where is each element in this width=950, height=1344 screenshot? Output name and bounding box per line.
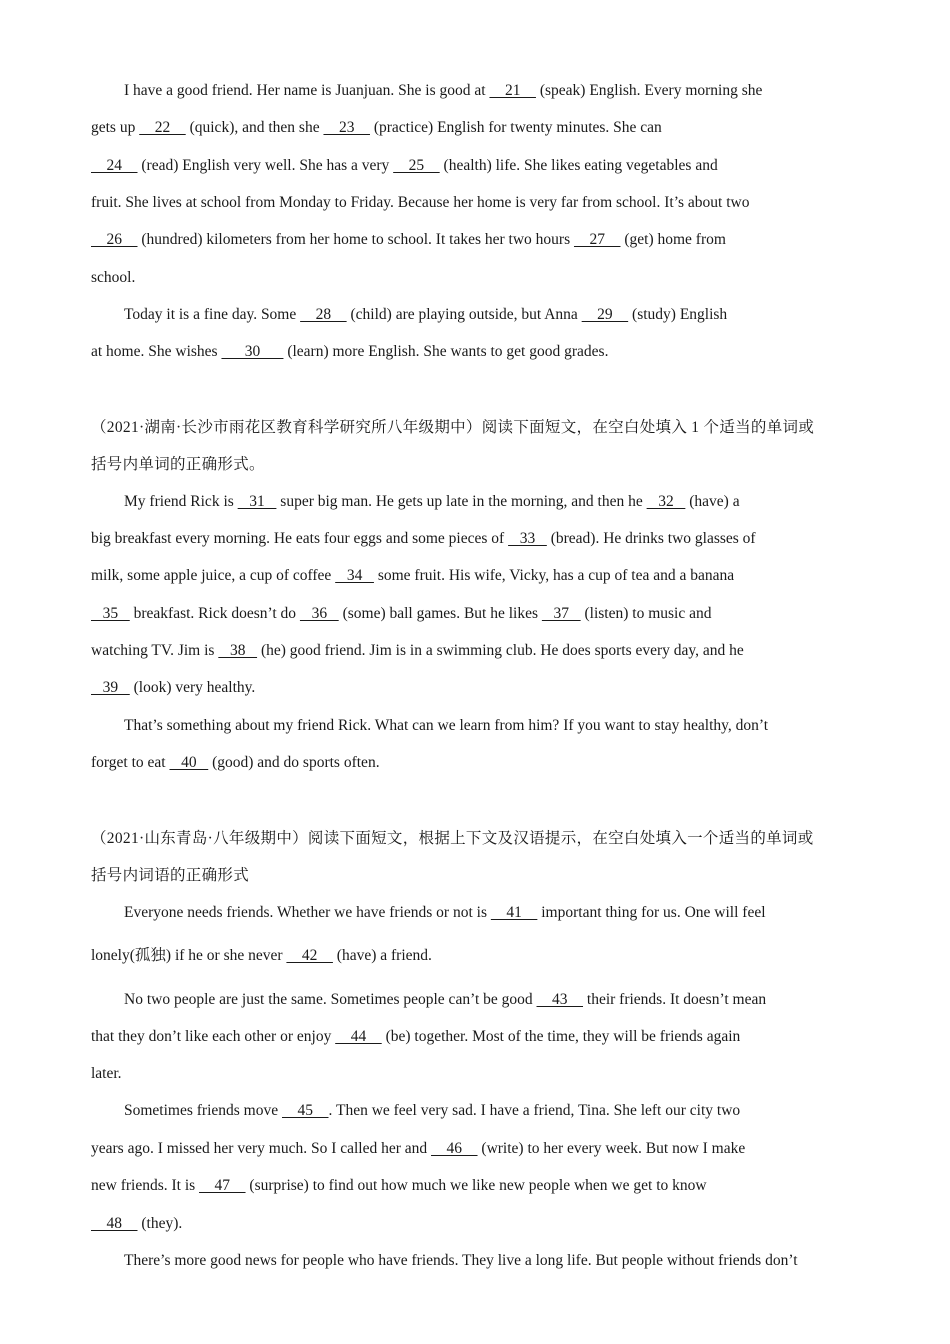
answer-blank-40[interactable]: 40	[169, 754, 209, 771]
passage-text: new friends. It is	[91, 1177, 200, 1194]
passage-text: (he) good friend. Jim is in a swimming club. He does sports every day, and he	[257, 642, 744, 659]
passage-text: (look) very healthy.	[129, 679, 256, 696]
passage-text: (listen) to music and	[580, 605, 712, 622]
passage-line	[124, 990, 766, 1010]
passage-text: There’s more good news for people who have friends. They live a long life. But people without friends don’t	[124, 1252, 798, 1269]
answer-blank-26[interactable]: 26	[91, 231, 138, 248]
passage-text: My friend Rick is	[124, 493, 238, 510]
passage-text: (have) a friend.	[332, 947, 432, 964]
passage-text: (they).	[137, 1215, 183, 1232]
passage-text: (speak) English. Every morning she	[535, 82, 763, 99]
answer-blank-34[interactable]: 34	[335, 567, 374, 584]
answer-blank-32[interactable]: 32	[646, 493, 686, 510]
passage-text: some fruit. His wife, Vicky, has a cup of tea and a banana	[373, 567, 735, 584]
answer-blank-22[interactable]: 22	[139, 119, 186, 136]
passage-text: years ago. I missed her very much. So I called her and	[91, 1140, 432, 1157]
passage-line	[124, 305, 727, 325]
passage-line	[91, 1139, 745, 1159]
passage-line	[124, 1251, 798, 1271]
passage-line	[124, 81, 762, 101]
passage-text: . Then we feel very sad. I have a friend, Tina. She left our city two	[328, 1102, 741, 1119]
passage-line	[91, 1027, 740, 1047]
answer-blank-25[interactable]: 25	[393, 157, 440, 174]
passage-text: (be) together. Most of the time, they will be friends again	[381, 1028, 741, 1045]
passage-text: important thing for us. One will feel	[537, 904, 766, 921]
passage-text: (good) and do sports often.	[208, 754, 380, 771]
passage-line	[91, 1064, 122, 1084]
answer-blank-37[interactable]: 37	[541, 605, 581, 622]
answer-blank-43[interactable]: 43	[536, 991, 584, 1008]
passage-text: fruit. She lives at school from Monday to Friday. Because her home is very far from school. It’s about two	[91, 194, 750, 211]
passage-line	[124, 716, 768, 736]
passage-text: (learn) more English. She wants to get good grades.	[283, 343, 609, 360]
passage-text: milk, some apple juice, a cup of coffee	[91, 567, 336, 584]
answer-blank-23[interactable]: 23	[323, 119, 370, 136]
passage-text: (write) to her every week. But now I make	[477, 1140, 746, 1157]
passage-line	[91, 342, 608, 362]
passage-text: their friends. It doesn’t mean	[583, 991, 767, 1008]
passage-line	[91, 156, 718, 176]
passage-text: (hundred) kilometers from her home to school. It takes her two hours	[137, 231, 574, 248]
passage-text: (have) a	[685, 493, 740, 510]
answer-blank-30[interactable]: 30	[221, 343, 284, 360]
section-heading: 括号内单词的正确形式。	[91, 456, 265, 473]
answer-blank-39[interactable]: 39	[91, 679, 130, 696]
passage-text: Sometimes friends move	[124, 1102, 282, 1119]
passage-text: That’s something about my friend Rick. What can we learn from him? If you want to stay healthy, don’t	[124, 717, 769, 734]
passage-text: (bread). He drinks two glasses of	[546, 530, 756, 547]
passage-line	[91, 118, 662, 138]
passage-line	[91, 641, 744, 661]
answer-blank-36[interactable]: 36	[299, 605, 339, 622]
passage-line	[91, 529, 756, 549]
passage-text: lonely(孤独) if he or she never	[91, 947, 287, 964]
answer-blank-28[interactable]: 28	[300, 306, 347, 323]
answer-blank-42[interactable]: 42	[286, 947, 333, 964]
passage-line	[91, 193, 749, 213]
section-heading: （2021·山东青岛·八年级期中）阅读下面短文，根据上下文及汉语提示，在空白处填入一个适当的单词或	[91, 830, 814, 847]
passage-line	[91, 566, 734, 586]
passage-line	[124, 492, 740, 512]
passage-text: (read) English very well. She has a very	[137, 157, 394, 174]
passage-text: at home. She wishes	[91, 343, 222, 360]
passage-text: that they don’t like each other or enjoy	[91, 1028, 336, 1045]
answer-blank-21[interactable]: 21	[489, 82, 536, 99]
answer-blank-41[interactable]: 41	[490, 904, 538, 921]
passage-text: (practice) English for twenty minutes. She can	[369, 119, 662, 136]
answer-blank-47[interactable]: 47	[199, 1177, 246, 1194]
answer-blank-38[interactable]: 38	[218, 642, 258, 659]
passage-text: forget to eat	[91, 754, 170, 771]
passage-text: Today it is a fine day. Some	[124, 306, 301, 323]
passage-text: super big man. He gets up late in the morning, and then he	[276, 493, 647, 510]
answer-blank-48[interactable]: 48	[91, 1215, 138, 1232]
answer-blank-44[interactable]: 44	[335, 1028, 382, 1045]
passage-text: (quick), and then she	[185, 119, 324, 136]
passage-line	[91, 753, 380, 773]
passage-line	[91, 678, 255, 698]
passage-text: big breakfast every morning. He eats four eggs and some pieces of	[91, 530, 509, 547]
passage-text: (surprise) to find out how much we like new people when we get to know	[245, 1177, 707, 1194]
passage-text: breakfast. Rick doesn’t do	[129, 605, 300, 622]
passage-text: (child) are playing outside, but Anna	[346, 306, 582, 323]
passage-text: (health) life. She likes eating vegetables and	[439, 157, 718, 174]
section-heading: （2021·湖南·长沙市雨花区教育科学研究所八年级期中）阅读下面短文，在空白处填入 1 个适当的单词或	[91, 419, 815, 436]
passage-line	[91, 1214, 182, 1234]
passage-text: (get) home from	[620, 231, 726, 248]
answer-blank-46[interactable]: 46	[431, 1140, 478, 1157]
answer-blank-31[interactable]: 31	[237, 493, 277, 510]
passage-line	[91, 604, 712, 624]
passage-text: gets up	[91, 119, 140, 136]
answer-blank-35[interactable]: 35	[91, 605, 130, 622]
passage-line	[91, 1176, 707, 1196]
passage-text: school.	[91, 269, 136, 286]
passage-line	[91, 268, 135, 288]
answer-blank-33[interactable]: 33	[508, 530, 547, 547]
passage-line	[124, 903, 766, 923]
section-heading: 括号内词语的正确形式	[91, 867, 250, 884]
answer-blank-24[interactable]: 24	[91, 157, 138, 174]
passage-text: I have a good friend. Her name is Juanjuan. She is good at	[124, 82, 490, 99]
passage-line	[91, 946, 432, 966]
passage-text: Everyone needs friends. Whether we have friends or not is	[124, 904, 491, 921]
passage-text: (some) ball games. But he likes	[338, 605, 542, 622]
passage-text: watching TV. Jim is	[91, 642, 219, 659]
passage-text: later.	[91, 1065, 122, 1082]
passage-text: No two people are just the same. Sometimes people can’t be good	[124, 991, 537, 1008]
passage-text: (study) English	[628, 306, 728, 323]
answer-blank-29[interactable]: 29	[581, 306, 629, 323]
answer-blank-45[interactable]: 45	[282, 1102, 329, 1119]
answer-blank-27[interactable]: 27	[573, 231, 621, 248]
passage-line	[91, 230, 726, 250]
passage-line	[124, 1101, 740, 1121]
